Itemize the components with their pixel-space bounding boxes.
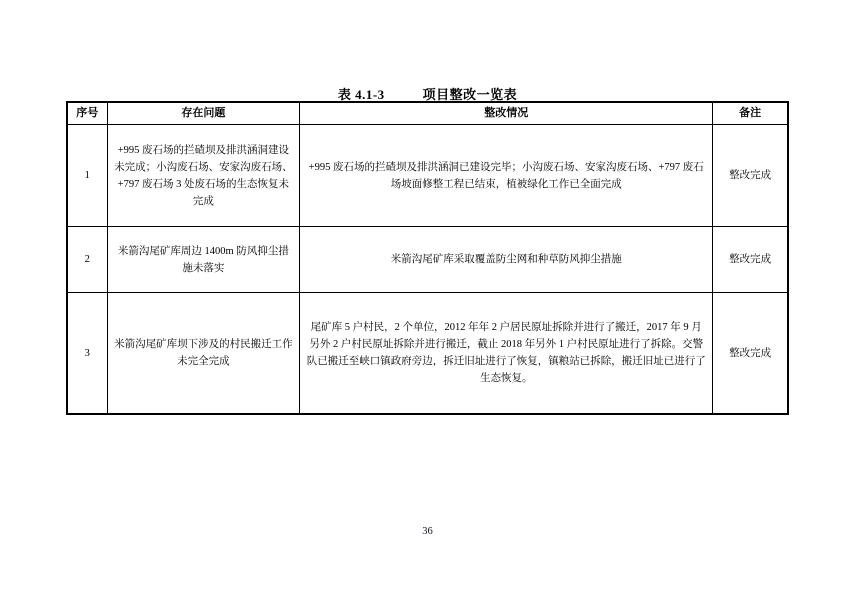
table-row [67,125,788,227]
page-number: 36 [422,526,433,537]
cell-remark: 整改完成 [713,293,788,415]
cell-remark: 整改完成 [713,125,788,227]
header-cell-remark: 备注 [713,102,788,125]
rectification-table [66,101,789,415]
cell-row-no: 3 [67,293,107,415]
cell-row-no: 2 [67,227,107,293]
header-cell-no: 序号 [67,102,107,125]
header-cell-status: 整改情况 [300,102,713,125]
cell-problem: 米箭沟尾矿库坝下涉及的村民搬迁工作未完全完成 [107,293,300,415]
table-header-row [67,102,788,125]
cell-row-no: 1 [67,125,107,227]
table-row [67,227,788,293]
header-cell-problem: 存在问题 [107,102,300,125]
cell-problem: +995 废石场的拦碴坝及排洪涵洞建设未完成；小沟废石场、安家沟废石场、+797 废石场 3 处废石场的生态恢复未完成 [107,125,300,227]
cell-problem: 米箭沟尾矿库周边 1400m 防风抑尘措施未落实 [107,227,300,293]
table-title-number: 表 4.1-3 [337,87,385,102]
table-title-text: 项目整改一览表 [422,87,518,102]
cell-remark: 整改完成 [713,227,788,293]
cell-status: 米箭沟尾矿库采取覆盖防尘网和种草防风抑尘措施 [300,227,713,293]
cell-status: 尾矿库 5 户村民，2 个单位，2012 年年 2 户居民原址拆除并进行了搬迁，2017 年 9 月另外 2 户村民原址拆除并进行搬迁，截止 2018 年另外 1 户村民原址进行了拆除。交警队已搬迁至峡口镇政府旁边，拆迁旧址进行了恢复，镇粮站已拆除，搬迁旧址已进行了生态恢复。 [300,293,713,415]
table-row [67,293,788,415]
cell-status: +995 废石场的拦碴坝及排洪涵洞已建设完毕；小沟废石场、安家沟废石场、+797 废石场坡面修整工程已结束，植被绿化工作已全面完成 [300,125,713,227]
